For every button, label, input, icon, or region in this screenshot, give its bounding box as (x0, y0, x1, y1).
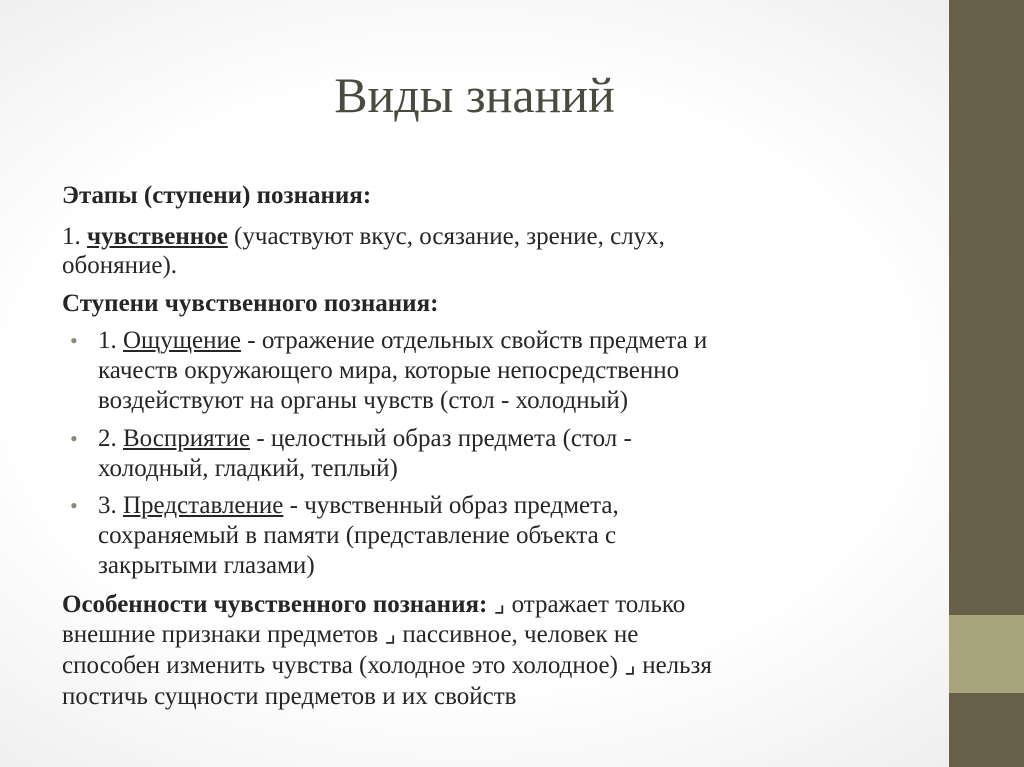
bullet-icon: • (70, 493, 78, 518)
corner-symbol-icon: ⌟ (493, 591, 506, 618)
item-1-line: воздействуют на органы чувств (стол - холодный) (98, 387, 629, 414)
stage-term: чувственное (87, 223, 228, 250)
item-desc: - отражение отдельных свойств предмета и (241, 327, 708, 354)
item-3 (98, 491, 619, 521)
item-2 (98, 424, 632, 454)
features-text: нельзя (635, 652, 712, 679)
stage-1 (62, 222, 665, 252)
item-num: 2. (98, 425, 123, 452)
corner-symbol-icon: ⌟ (384, 621, 397, 648)
item-2-line: холодный, гладкий, теплый) (98, 455, 398, 482)
sidebar-accent (949, 615, 1024, 693)
features-heading: Особенности чувственного познания: (62, 591, 488, 618)
bullet-icon: • (70, 426, 78, 451)
features-text: пассивное, человек не (396, 621, 639, 648)
item-term: Восприятие (123, 425, 251, 452)
features-line-3 (62, 651, 712, 681)
features-text: способен изменить чувства (холодное это холодное) (62, 652, 625, 679)
features-line-2 (62, 620, 638, 650)
bullet-icon: • (70, 328, 78, 353)
item-desc: - чувственный образ предмета, (283, 492, 619, 519)
item-desc: - целостный образ предмета (стол - (250, 425, 632, 452)
stages-heading: Этапы (ступени) познания: (62, 182, 372, 209)
stage-1-cont: обоняние). (62, 252, 178, 279)
slide-title: Виды знаний (334, 67, 615, 123)
features-text: внешние признаки предметов (62, 621, 385, 648)
item-1 (98, 326, 707, 356)
item-num: 3. (98, 492, 123, 519)
decorative-sidebar (949, 0, 1024, 767)
corner-symbol-icon: ⌟ (624, 652, 636, 679)
sensory-heading: Ступени чувственного познания: (62, 290, 439, 317)
item-term: Ощущение (123, 327, 242, 354)
item-3-line: закрытыми глазами) (98, 552, 315, 579)
item-3-line: сохраняемый в памяти (представление объекта с (98, 522, 617, 549)
stage-desc: (участвуют вкус, осязание, зрение, слух, (227, 223, 665, 250)
features-text: отражает только (505, 591, 686, 618)
features-line-4: постичь сущности предметов и их свойств (62, 683, 517, 710)
item-num: 1. (98, 327, 123, 354)
item-term: Представление (123, 492, 284, 519)
features-line-1 (62, 590, 685, 620)
item-1-line: качеств окружающего мира, которые непосредственно (98, 357, 680, 384)
stage-num: 1. (62, 223, 87, 250)
